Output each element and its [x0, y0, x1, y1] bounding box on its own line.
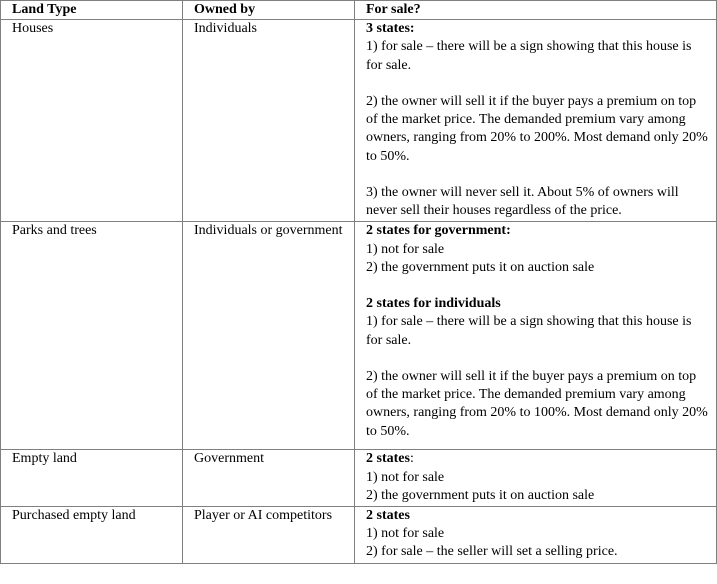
- state-description: 2) the owner will sell it if the buyer pays a premium on top of the market price. The demanded premium vary among owners, ranging from 20% to 100%. Most demand only 20% to 50%.: [366, 369, 708, 439]
- land-type-cell: Purchased empty land: [1, 507, 183, 564]
- for-sale-cell: [355, 450, 717, 507]
- table-row: [1, 450, 717, 507]
- states-heading-colon: :: [409, 451, 414, 467]
- states-heading: 3 states:: [366, 21, 415, 37]
- states-heading: 2 states for individuals: [366, 296, 501, 312]
- for-sale-cell: [355, 507, 717, 564]
- table-row: [1, 507, 717, 564]
- for-sale-cell: [355, 222, 717, 450]
- owned-by-cell: Government: [183, 450, 355, 507]
- states-heading: 2 states: [366, 508, 410, 524]
- land-type-cell: Parks and trees: [1, 222, 183, 450]
- owned-by-cell: Individuals or government: [183, 222, 355, 450]
- header-owned-by: Owned by: [183, 1, 355, 20]
- state-description: 3) the owner will never sell it. About 5% of owners will never sell their houses regardless of the price.: [366, 185, 679, 219]
- state-description: 1) for sale – there will be a sign showing that this house is for sale.: [366, 314, 692, 348]
- state-description: 1) for sale – there will be a sign showing that this house is for sale.: [366, 39, 692, 73]
- state-line: 1) not for sale: [366, 469, 445, 485]
- spacer: [366, 277, 710, 295]
- state-line: 1) not for sale: [366, 526, 445, 542]
- land-type-cell: Houses: [1, 20, 183, 222]
- spacer: [366, 350, 710, 368]
- table-row: [1, 20, 717, 222]
- land-type-cell: Empty land: [1, 450, 183, 507]
- table-header-row: [1, 1, 717, 20]
- for-sale-cell: [355, 20, 717, 222]
- owned-by-cell: Individuals: [183, 20, 355, 222]
- table-row: [1, 222, 717, 450]
- states-heading: 2 states: [366, 451, 410, 467]
- states-heading-line: [366, 450, 710, 468]
- state-description: 2) the owner will sell it if the buyer pays a premium on top of the market price. The demanded premium vary among owners, ranging from 20% to 200%. Most demand only 20% to 50%.: [366, 94, 708, 164]
- state-line: 1) not for sale: [366, 241, 445, 257]
- header-for-sale: For sale?: [355, 1, 717, 20]
- owned-by-cell: Player or AI competitors: [183, 507, 355, 564]
- states-heading: 2 states for government:: [366, 223, 511, 239]
- state-line: 2) for sale – the seller will set a selling price.: [366, 544, 618, 560]
- state-line: 2) the government puts it on auction sale: [366, 259, 595, 275]
- header-land-type: Land Type: [1, 1, 183, 20]
- state-line: 2) the government puts it on auction sale: [366, 487, 595, 503]
